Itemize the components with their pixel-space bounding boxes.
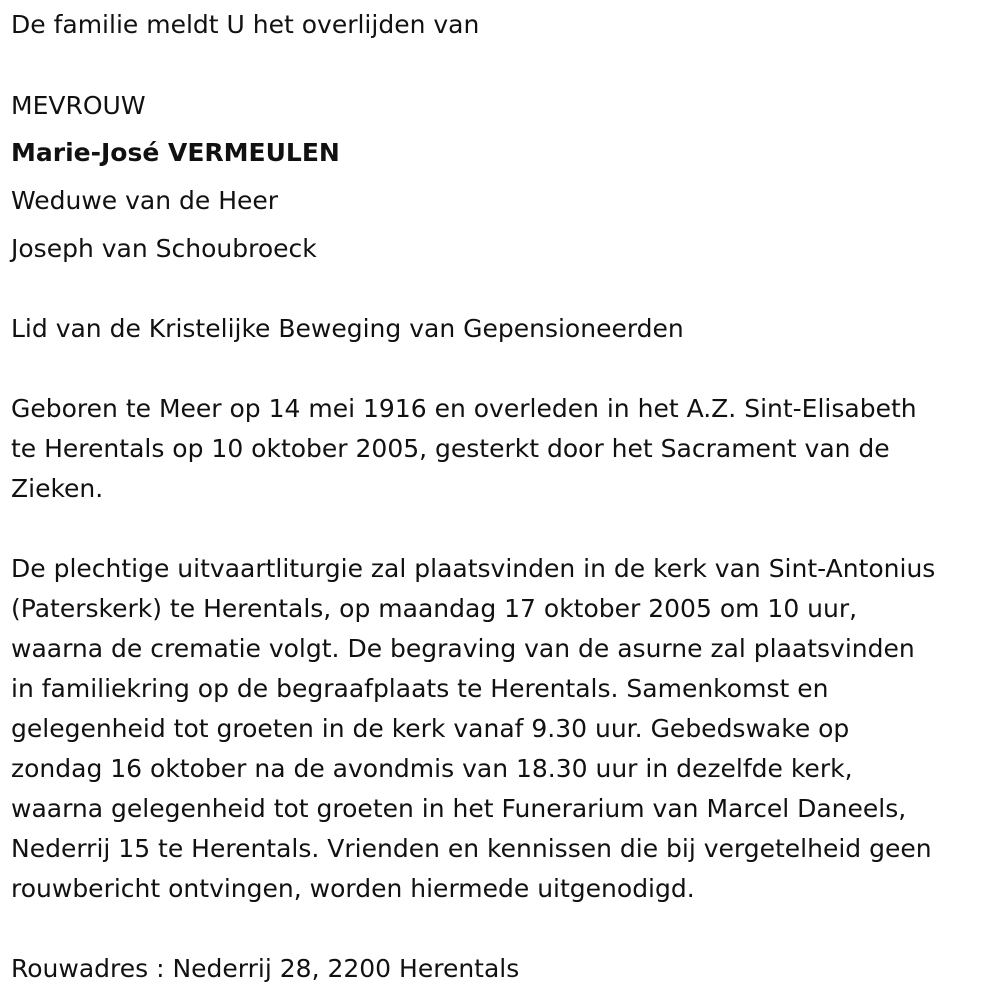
paragraph-line: waarna gelegenheid tot groeten in het Funerarium van Marcel Daneels,: [11, 794, 907, 823]
paragraph-line: Geboren te Meer op 14 mei 1916 en overleden in het A.Z. Sint-Elisabeth: [11, 394, 917, 423]
deceased-name: Marie-José VERMEULEN: [11, 138, 340, 167]
birth-death-paragraph: [11, 389, 996, 509]
funeral-paragraph: [11, 549, 996, 909]
paragraph-line: rouwbericht ontvingen, worden hiermede uitgenodigd.: [11, 874, 695, 903]
paragraph-line: in familiekring op de begraafplaats te Herentals. Samenkomst en: [11, 674, 829, 703]
widow-of-line-2: Joseph van Schoubroeck: [11, 234, 317, 263]
paragraph-line: waarna de crematie volgt. De begraving van de asurne zal plaatsvinden: [11, 634, 915, 663]
paragraph-line: Zieken.: [11, 474, 104, 503]
paragraph-line: De plechtige uitvaartliturgie zal plaatsvinden in de kerk van Sint-Antonius: [11, 554, 936, 583]
paragraph-line: Nederrij 15 te Herentals. Vrienden en kennissen die bij vergetelheid geen: [11, 834, 932, 863]
widow-of-line-1: Weduwe van de Heer: [11, 186, 279, 215]
paragraph-line: te Herentals op 10 oktober 2005, gesterkt door het Sacrament van de: [11, 434, 890, 463]
membership-text: Lid van de Kristelijke Beweging van Gepensioneerden: [11, 314, 684, 343]
paragraph-line: zondag 16 oktober na de avondmis van 18.30 uur in dezelfde kerk,: [11, 754, 853, 783]
paragraph-line: (Paterskerk) te Herentals, op maandag 17 oktober 2005 om 10 uur,: [11, 594, 858, 623]
deceased-title: MEVROUW: [11, 91, 146, 120]
paragraph-line: gelegenheid tot groeten in de kerk vanaf 9.30 uur. Gebedswake op: [11, 714, 850, 743]
address-text: Rouwadres : Nederrij 28, 2200 Herentals: [11, 954, 520, 983]
intro-text: De familie meldt U het overlijden van: [11, 10, 480, 39]
